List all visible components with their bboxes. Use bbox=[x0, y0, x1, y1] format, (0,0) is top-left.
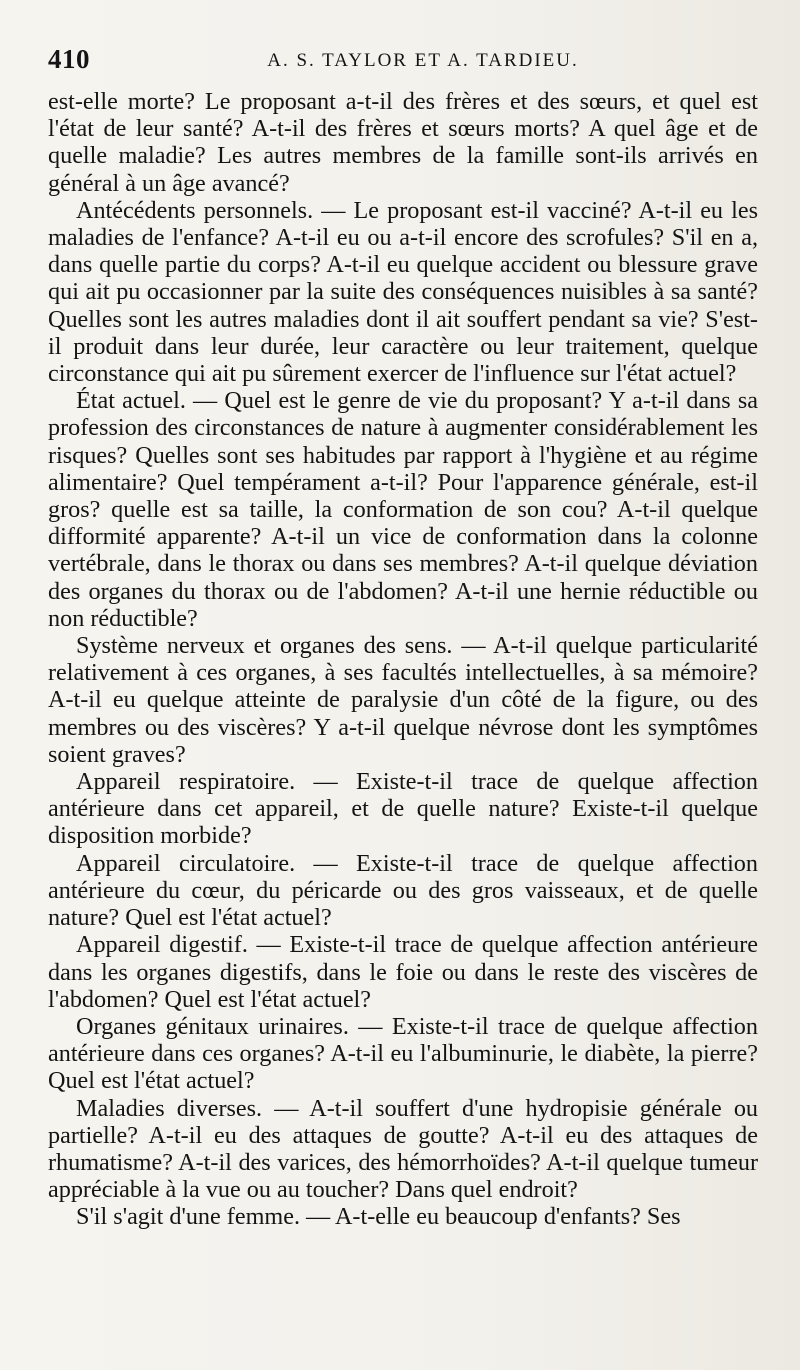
paragraph-text: A-t-il quelque particularité relativement à ces organes, à ses facultés intellectuelles, à sa mémoire? A-t-il eu quelque atteinte de paralysie d'un côté de la figure, ou des membres ou des viscères? Y a-t-il quelque névrose dont les symptômes soient graves? bbox=[48, 632, 759, 768]
section-label: S'il s'agit d'une femme. — bbox=[76, 1203, 331, 1231]
paragraph-text: A-t-il souffert d'une hydropisie générale ou partielle? A-t-il eu des attaques de goutte? A-t-il eu des attaques de rhumatisme? A-t-il des varices, des hémorrhoïdes? A-t-il quelque tumeur appréciable à la vue ou au toucher? Dans quel endroit? bbox=[48, 1094, 759, 1204]
paragraph-antecedents bbox=[48, 197, 758, 387]
paragraph-text: Le proposant est-il vacciné? A-t-il eu les maladies de l'enfance? A-t-il eu ou a-t-il encore des scrofules? S'il en a, dans quelle partie du corps? A-t-il eu quelque accident ou blessure grave qui ait pu occasionner par la suite des conséquences nuisibles à sa santé? Quelles sont les autres maladies dont il ait souffert pendant sa vie? S'est-il produit dans leur durée, leur caractère ou leur traitement, quelque circonstance qui ait pu sûrement exercer de l'influence sur l'état actuel? bbox=[48, 196, 758, 388]
section-label: État actuel. — bbox=[76, 387, 218, 415]
section-label: Antécédents personnels. — bbox=[76, 196, 346, 224]
paragraph-text: Quel est le genre de vie du proposant? Y a-t-il dans sa profession des circonstances de nature à augmenter considérablement les risques? Quelles sont ses habitudes par rapport à l'hygiène et au régime alimentaire? Quel tempérament a-t-il? Pour l'apparence générale, est-il gros? quelle est sa taille, la conformation de son cou? A-t-il quelque difformité apparente? A-t-il un vice de conformation dans la colonne vertébrale, dans le thorax ou dans ses membres? A-t-il quelque déviation des organes du thorax ou de l'abdomen? A-t-il une hernie réductible ou non réductible? bbox=[48, 387, 758, 632]
body-text bbox=[48, 88, 758, 1231]
paragraph-text: Existe-t-il trace de quelque affection antérieure dans cet appareil, et de quelle nature? Existe-t-il quelque disposition morbide? bbox=[48, 768, 758, 850]
paragraph-text: A-t-elle eu beaucoup d'enfants? Ses bbox=[330, 1203, 681, 1231]
paragraph-text: est-elle morte? Le proposant a-t-il des frères et des sœurs, et quel est l'état de leur santé? A-t-il des frères et sœurs morts? A quel âge et de quelle maladie? Les autres membres de la famille sont-ils arrivés en général à un âge avancé? bbox=[48, 88, 758, 197]
paragraph-systeme-nerveux bbox=[48, 632, 758, 768]
paragraph-maladies-diverses bbox=[48, 1095, 758, 1204]
paragraph-text: Existe-t-il trace de quelque affection antérieure du cœur, du péricarde ou des gros vaisseaux, et de quelle nature? Quel est l'état actuel? bbox=[48, 849, 758, 932]
section-label: Système nerveux et organes des sens. — bbox=[76, 632, 486, 660]
paragraph-continuation bbox=[48, 88, 758, 197]
section-label: Maladies diverses. — bbox=[76, 1094, 299, 1122]
section-label: Appareil digestif. — bbox=[76, 931, 281, 959]
section-label: Appareil respiratoire. — bbox=[76, 768, 338, 796]
paragraph-appareil-circulatoire bbox=[48, 850, 758, 932]
paragraph-appareil-respiratoire bbox=[48, 768, 758, 850]
paragraph-femme bbox=[48, 1203, 758, 1230]
paragraph-appareil-digestif bbox=[48, 931, 758, 1013]
paragraph-text: Existe-t-il trace de quelque affection antérieure dans ces organes? A-t-il eu l'albuminurie, le diabète, la pierre? Quel est l'état actuel? bbox=[48, 1012, 758, 1095]
paragraph-text: Existe-t-il trace de quelque affection antérieure dans les organes digestifs, dans le foie ou dans le reste des viscères de l'abdomen? Quel est l'état actuel? bbox=[48, 931, 758, 1013]
section-label: Appareil circulatoire. — bbox=[76, 849, 338, 877]
page-number: 410 bbox=[48, 44, 90, 74]
running-head: A. S. TAYLOR ET A. TARDIEU. bbox=[267, 50, 579, 71]
section-label: Organes génitaux urinaires. — bbox=[76, 1012, 383, 1040]
paragraph-organes-genitaux bbox=[48, 1013, 758, 1095]
paragraph-etat-actuel bbox=[48, 387, 758, 632]
page-header bbox=[48, 44, 758, 80]
